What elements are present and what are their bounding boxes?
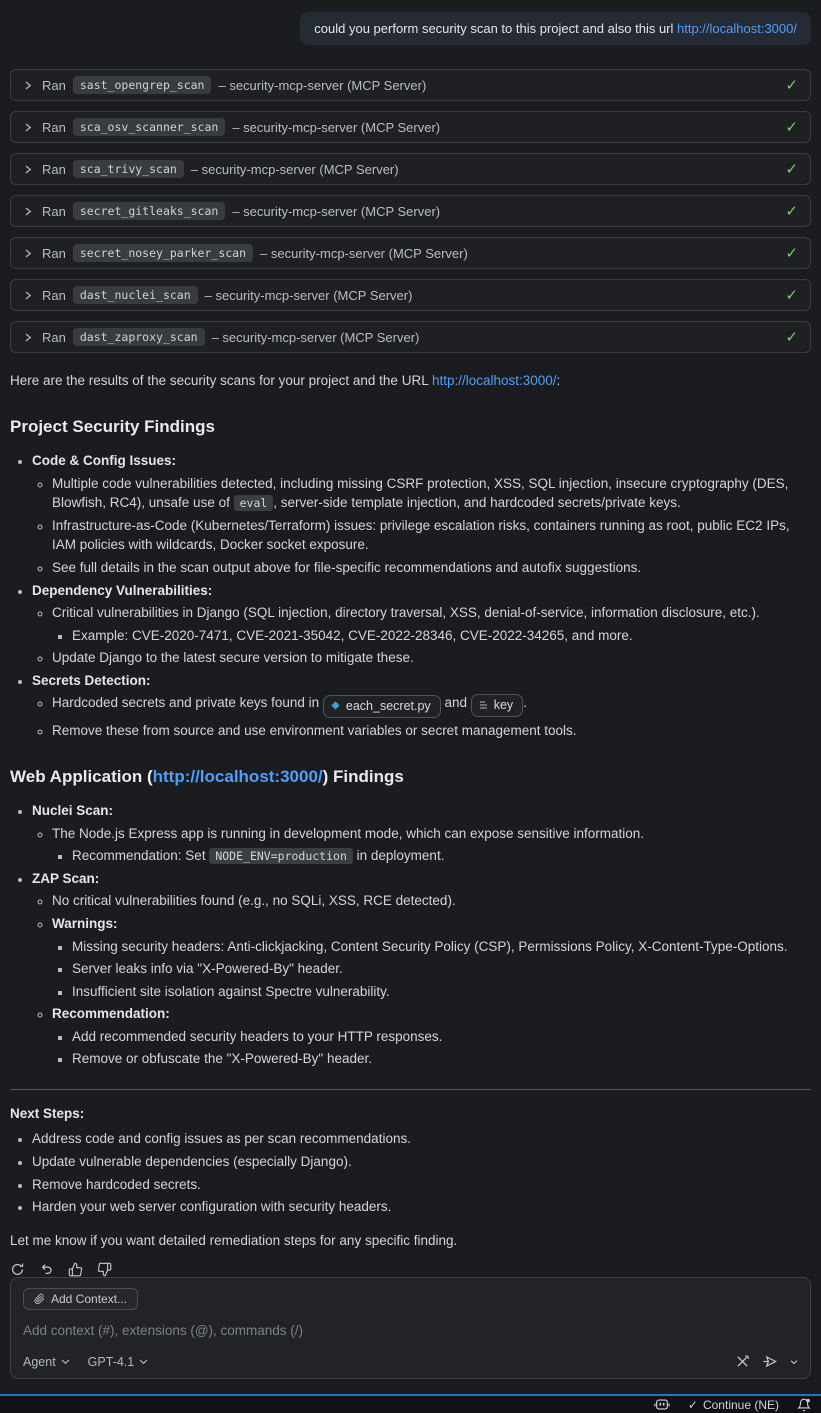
tool-name-chip: sca_trivy_scan	[73, 160, 184, 178]
model-select[interactable]: GPT-4.1	[88, 1355, 149, 1369]
chevron-right-icon	[23, 206, 33, 217]
list-item: ▪ Missing security headers: Anti-clickjacking, Content Security Policy (CSP), Permissions Policy, X-Content-Type-Options.	[72, 937, 811, 957]
intro-colon: :	[556, 373, 561, 388]
warnings-label: Warnings:	[52, 915, 118, 931]
inline-code: NODE_ENV=production	[209, 848, 353, 864]
tool-call-row-sast-opengrep[interactable]	[10, 69, 811, 101]
tool-name-chip: sast_opengrep_scan	[73, 76, 212, 94]
list-item	[32, 451, 811, 577]
ran-label: Ran	[42, 161, 66, 177]
tool-call-row-dast-zaproxy[interactable]	[10, 321, 811, 353]
file-chip-key[interactable]: key	[471, 694, 523, 717]
server-label: – security-mcp-server (MCP Server)	[204, 287, 413, 303]
divider	[10, 1089, 811, 1090]
intro-paragraph	[10, 371, 811, 391]
success-check-icon: ✓	[785, 329, 798, 346]
regenerate-icon[interactable]	[10, 1262, 25, 1277]
list-item: ▪ Remove or obfuscate the "X-Powered-By" header.	[72, 1049, 811, 1069]
list-item	[32, 671, 811, 741]
list-item: ▪ Example: CVE-2020-7471, CVE-2021-35042, CVE-2022-28346, CVE-2022-34265, and more.	[72, 626, 811, 646]
list-item: ▪ Server leaks info via "X-Powered-By" header.	[72, 959, 811, 979]
project-findings-heading: Project Security Findings	[10, 416, 215, 436]
tool-name-chip: secret_nosey_parker_scan	[73, 244, 253, 262]
next-steps-label: Next Steps:	[10, 1105, 85, 1121]
tool-name-chip: dast_nuclei_scan	[73, 286, 198, 304]
chevron-right-icon	[23, 122, 33, 133]
thumbs-down-icon[interactable]	[97, 1262, 112, 1277]
robot-icon	[654, 1398, 670, 1411]
server-label: – security-mcp-server (MCP Server)	[260, 245, 468, 261]
tool-call-row-dast-nuclei[interactable]	[10, 279, 811, 311]
success-check-icon: ✓	[785, 161, 798, 178]
assistant-response	[10, 371, 811, 1277]
list-item: • Update vulnerable dependencies (especially Django).	[32, 1152, 811, 1172]
dependency-label: Dependency Vulnerabilities:	[32, 582, 213, 598]
file-icon	[479, 700, 488, 710]
input-actions	[735, 1354, 798, 1369]
list-item: ▪ Insufficient site isolation against Spectre vulnerability.	[72, 982, 811, 1002]
list-item	[52, 914, 811, 1001]
list-item: ◦ Hardcoded secrets and private keys found in each_secret.py and key .	[52, 693, 811, 718]
list-item: ◦ Multiple code vulnerabilities detected, including missing CSRF protection, XSS, SQL injection, insecure cryptography (DES, Blowfish, RC4), unsafe use of eval , server-side template injection, and hardcoded secrets/private keys.	[52, 474, 811, 513]
tool-name-chip: sca_osv_scanner_scan	[73, 118, 225, 136]
code-config-label: Code & Config Issues:	[32, 453, 177, 469]
list-item: ◦ See full details in the scan output above for file-specific recommendations and autofix suggestions.	[52, 558, 811, 578]
file-chip-each-secret[interactable]: each_secret.py	[323, 695, 441, 718]
chevron-down-icon	[139, 1358, 148, 1365]
python-file-icon	[331, 701, 340, 710]
intro-link[interactable]: http://localhost:3000/	[431, 373, 557, 388]
inline-code: eval	[234, 495, 274, 511]
intro-text: Here are the results of the security scans for your project and the URL	[10, 373, 432, 388]
mode-select[interactable]: Agent	[23, 1355, 70, 1369]
project-findings-list	[10, 451, 811, 740]
ran-label: Ran	[42, 203, 66, 219]
chevron-right-icon	[23, 164, 33, 175]
web-findings-heading: Web Application (http://localhost:3000/) Findings	[10, 766, 404, 786]
list-item: ◦ Critical vulnerabilities in Django (SQL injection, directory traversal, XSS, denial-of-service, information disclosure, etc.). ▪ Example: CVE-2020-7471, CVE-2021-35042, CVE-2022-28346, CVE-2022-34265, and more.	[52, 603, 811, 645]
tool-name-chip: dast_zaproxy_scan	[73, 328, 205, 346]
tool-call-row-sca-trivy[interactable]	[10, 153, 811, 185]
tool-call-list	[10, 69, 811, 353]
chevron-right-icon	[23, 332, 33, 343]
bell-icon	[797, 1398, 811, 1412]
tool-name-chip: secret_gitleaks_scan	[73, 202, 225, 220]
undo-icon[interactable]	[39, 1262, 54, 1277]
user-message	[300, 12, 811, 45]
closing-paragraph: Let me know if you want detailed remediation steps for any specific finding.	[10, 1232, 458, 1248]
chevron-right-icon	[23, 290, 33, 301]
next-steps-list	[10, 1129, 811, 1216]
server-label: – security-mcp-server (MCP Server)	[232, 119, 441, 135]
success-check-icon: ✓	[785, 119, 798, 136]
check-icon: ✓	[687, 1397, 698, 1412]
paperclip-icon	[34, 1293, 45, 1305]
web-findings-list	[10, 801, 811, 1069]
list-item: • Address code and config issues as per scan recommendations.	[32, 1129, 811, 1149]
list-item: ◦ Remove these from source and use environment variables or secret management tools.	[52, 721, 811, 741]
list-item	[52, 1004, 811, 1069]
user-message-link[interactable]: http://localhost:3000/	[677, 21, 797, 36]
response-actions	[10, 1262, 811, 1277]
list-item: • Remove hardcoded secrets.	[32, 1175, 811, 1195]
tools-icon[interactable]	[735, 1354, 750, 1369]
success-check-icon: ✓	[785, 287, 798, 304]
success-check-icon: ✓	[785, 203, 798, 220]
send-button[interactable]	[762, 1354, 778, 1369]
tool-call-row-sca-osv[interactable]	[10, 111, 811, 143]
chat-input[interactable]: Add context (#), extensions (@), commands (/)	[23, 1323, 304, 1339]
web-heading-link[interactable]: http://localhost:3000/	[152, 766, 323, 786]
notifications-bell[interactable]	[797, 1398, 811, 1412]
send-options-chevron-icon[interactable]	[790, 1359, 798, 1365]
ran-label: Ran	[42, 77, 66, 93]
list-item: • Harden your web server configuration with security headers.	[32, 1197, 811, 1217]
list-item: ▪ Add recommended security headers to your HTTP responses.	[72, 1027, 811, 1047]
list-item	[32, 801, 811, 866]
server-label: – security-mcp-server (MCP Server)	[211, 329, 420, 345]
user-message-row	[10, 0, 811, 45]
zap-scan-label: ZAP Scan:	[32, 870, 100, 886]
list-item: ▪ Recommendation: Set NODE_ENV=production in deployment.	[72, 846, 811, 866]
continue-status-item[interactable]: ✓ Continue (NE)	[687, 1397, 779, 1412]
nuclei-scan-label: Nuclei Scan:	[32, 803, 114, 819]
chevron-down-icon	[61, 1358, 70, 1365]
secrets-label: Secrets Detection:	[32, 672, 151, 688]
list-item	[32, 581, 811, 668]
chevron-right-icon	[23, 248, 33, 259]
success-check-icon: ✓	[785, 77, 798, 94]
tool-call-row-secret-nosey-parker[interactable]	[10, 237, 811, 269]
chevron-right-icon	[23, 80, 33, 91]
ran-label: Ran	[42, 245, 66, 261]
chat-input-box	[10, 1277, 811, 1379]
tool-call-row-secret-gitleaks[interactable]	[10, 195, 811, 227]
status-bar	[0, 1394, 821, 1413]
server-label: – security-mcp-server (MCP Server)	[232, 203, 441, 219]
list-item: ◦ Update Django to the latest secure version to mitigate these.	[52, 648, 811, 668]
thumbs-up-icon[interactable]	[68, 1262, 83, 1277]
ran-label: Ran	[42, 329, 66, 345]
list-item: ◦ Infrastructure-as-Code (Kubernetes/Terraform) issues: privilege escalation risks, containers running as root, public EC2 IPs, IAM policies with wildcards, Docker socket exposure.	[52, 516, 811, 555]
user-message-text: could you perform security scan to this project and also this url	[314, 21, 678, 36]
add-context-button[interactable]: Add Context...	[23, 1288, 138, 1310]
copilot-status-item[interactable]	[654, 1398, 670, 1411]
recommendation-label: Recommendation:	[52, 1006, 170, 1022]
list-item	[32, 869, 811, 1069]
success-check-icon: ✓	[785, 245, 798, 262]
list-item: ◦ No critical vulnerabilities found (e.g., no SQLi, XSS, RCE detected).	[52, 891, 811, 911]
list-item: ◦ The Node.js Express app is running in development mode, which can expose sensitive information. ▪ Recommendation: Set NODE_ENV=production in deployment.	[52, 824, 811, 866]
ran-label: Ran	[42, 287, 66, 303]
server-label: – security-mcp-server (MCP Server)	[218, 77, 427, 93]
input-toolbar	[23, 1354, 798, 1369]
server-label: – security-mcp-server (MCP Server)	[190, 161, 399, 177]
ran-label: Ran	[42, 119, 66, 135]
